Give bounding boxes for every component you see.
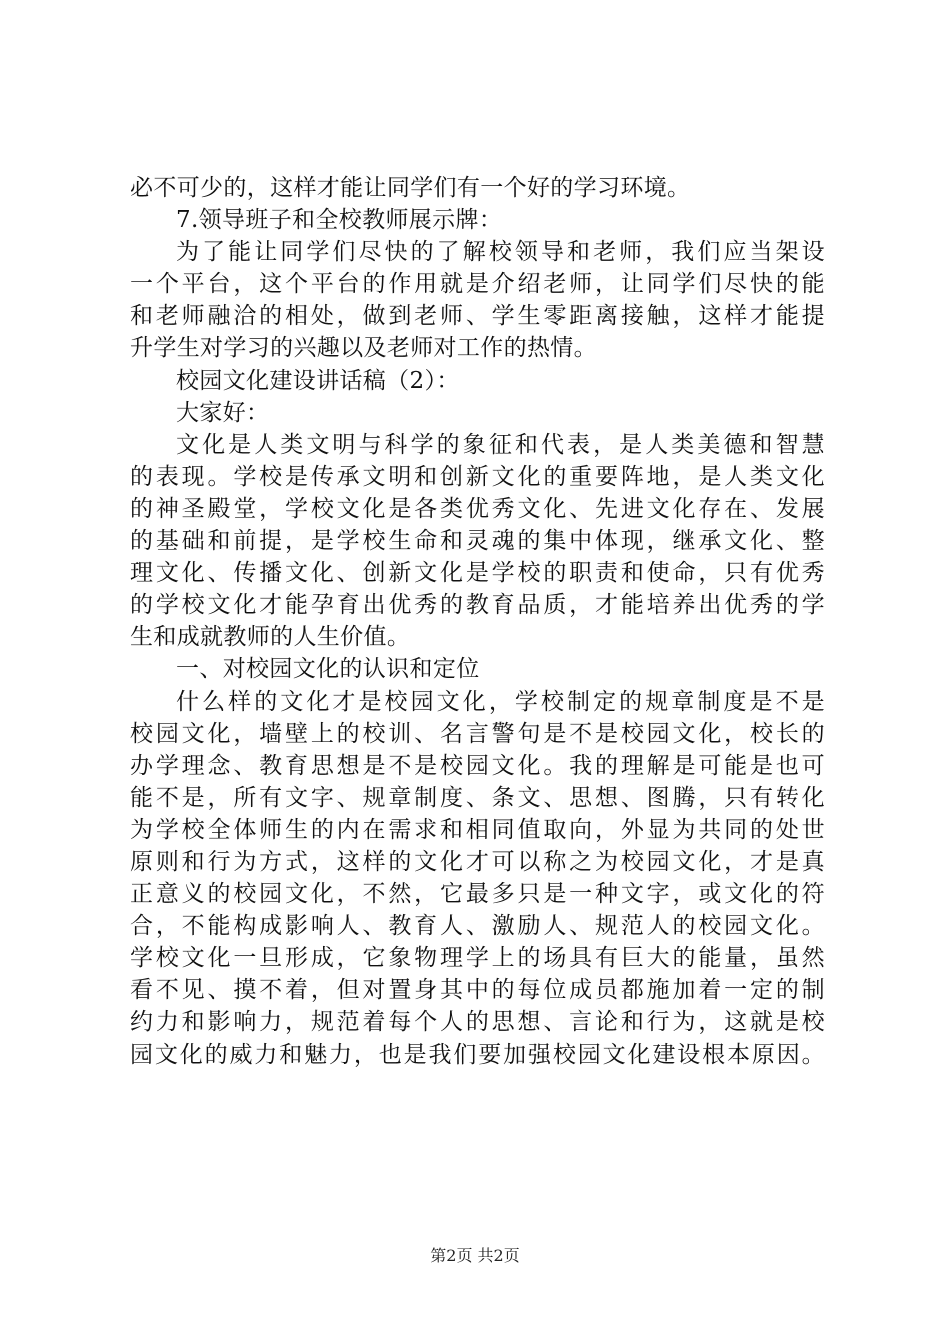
- text-line: 一个平台，这个平台的作用就是介绍老师，让同学们尽快的能: [130, 271, 825, 298]
- text-line: 和老师融洽的相处，做到老师、学生零距离接触，这样才能提: [130, 303, 825, 330]
- text-line: 理文化、传播文化、创新文化是学校的职责和使命，只有优秀: [130, 560, 825, 587]
- text-line: 能不是，所有文字、规章制度、条文、思想、图腾，只有转化: [130, 784, 825, 811]
- text-line: 的神圣殿堂，学校文化是各类优秀文化、先进文化存在、发展: [130, 495, 825, 522]
- text-line: 7.领导班子和全校教师展示牌：: [176, 207, 503, 234]
- text-line: 原则和行为方式，这样的文化才可以称之为校园文化，才是真: [130, 848, 825, 875]
- text-line: 正意义的校园文化，不然，它最多只是一种文字，或文化的符: [130, 881, 825, 908]
- text-line: 的基础和前提，是学校生命和灵魂的集中体现，继承文化、整: [130, 528, 825, 555]
- text-line: 什么样的文化才是校园文化，学校制定的规章制度是不是: [176, 688, 825, 715]
- text-line: 学校文化一旦形成，它象物理学上的场具有巨大的能量，虽然: [130, 945, 825, 972]
- text-line: 升学生对学习的兴趣以及老师对工作的热情。: [130, 335, 597, 362]
- text-line: 看不见、摸不着，但对置身其中的每位成员都施加着一定的制: [130, 977, 825, 1004]
- text-line: 为了能让同学们尽快的了解校领导和老师，我们应当架设: [176, 239, 825, 266]
- text-line: 园文化的威力和魅力，也是我们要加强校园文化建设根本原因。: [130, 1041, 825, 1068]
- text-line: 校园文化，墙壁上的校训、名言警句是不是校园文化，校长的: [130, 720, 825, 747]
- text-line: 约力和影响力，规范着每个人的思想、言论和行为，这就是校: [130, 1009, 825, 1036]
- document-body: [130, 172, 825, 1071]
- text-line: 的表现。学校是传承文明和创新文化的重要阵地，是人类文化: [130, 463, 825, 490]
- text-line: 文化是人类文明与科学的象征和代表，是人类美德和智慧: [176, 431, 825, 458]
- text-line: 生和成就教师的人生价值。: [130, 624, 411, 651]
- page-footer: 第2页 共2页: [430, 1246, 520, 1265]
- text-line: 大家好：: [176, 399, 270, 426]
- text-line: 为学校全体师生的内在需求和相同值取向，外显为共同的处世: [130, 816, 825, 843]
- text-line: 必不可少的，这样才能让同学们有一个好的学习环境。: [130, 175, 691, 201]
- text-line: 一、对校园文化的认识和定位: [176, 656, 480, 683]
- text-line: 合，不能构成影响人、教育人、激励人、规范人的校园文化。: [130, 913, 825, 940]
- text-line: 办学理念、教育思想是不是校园文化。我的理解是可能是也可: [130, 752, 825, 779]
- text-line: 的学校文化才能孕育出优秀的教育品质，才能培养出优秀的学: [130, 592, 825, 619]
- text-line: 校园文化建设讲话稿（2）：: [176, 367, 460, 394]
